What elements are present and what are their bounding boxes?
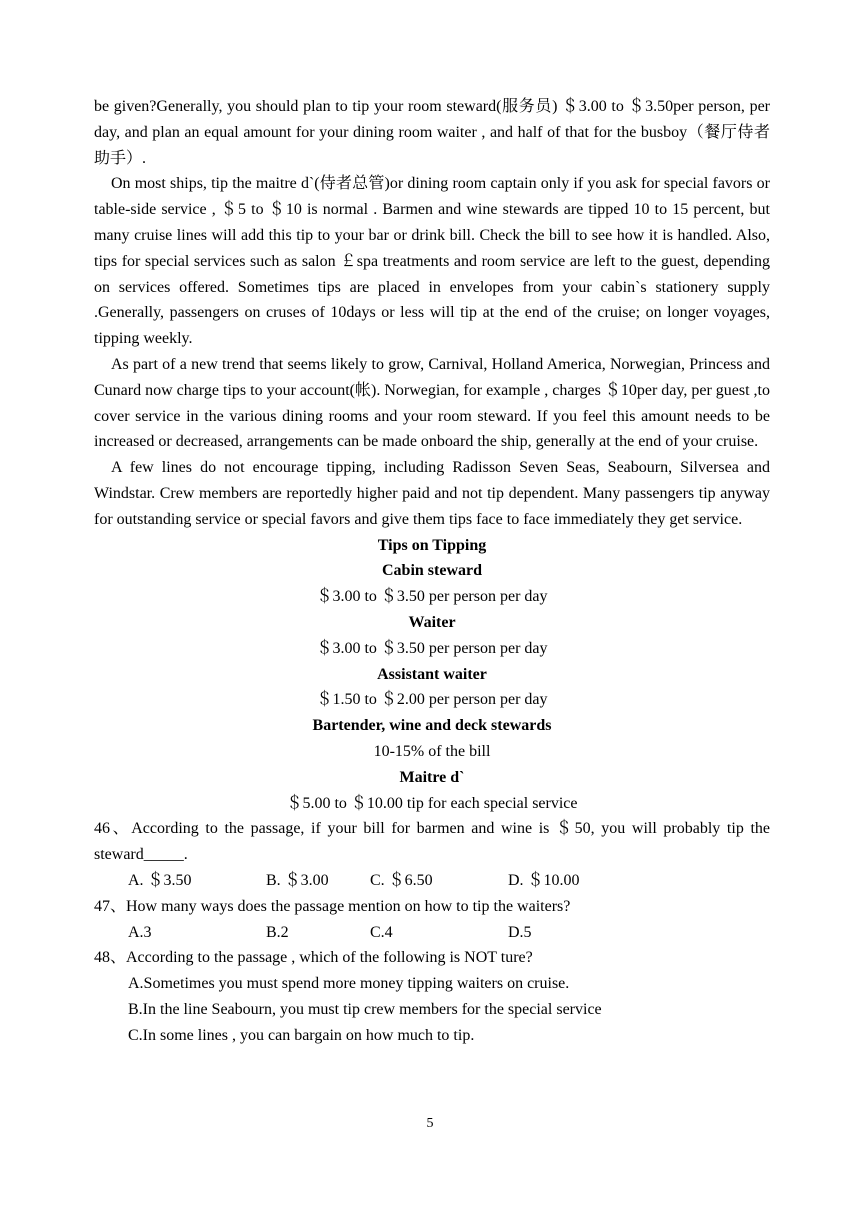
question-text: 46、According to the passage, if your bill for barmen and wine is ＄50, you will probably tip the steward_____.	[94, 820, 770, 864]
option-c: C. ＄6.50	[370, 871, 433, 889]
paragraph: As part of a new trend that seems likely to grow, Carnival, Holland America, Norwegian, Princess and Cunard now charge tips to your account(帐). Norwegian, for example , charges ＄10per day, per guest ,to cover service in the various dining rooms and your room steward. If you feel this amount needs to be increased or decreased, arrangements can be made onboard the ship, generally at the end of your cruise.	[94, 355, 770, 451]
document-page	[94, 94, 770, 1048]
tip-heading: Bartender, wine and deck stewards	[312, 717, 552, 735]
option-a: A.3	[128, 923, 152, 941]
question-text: 47、How many ways does the passage mention on how to tip the waiters?	[94, 897, 571, 915]
options-row	[94, 920, 770, 946]
option-b: B. ＄3.00	[266, 871, 329, 889]
page-number: 5	[426, 1116, 434, 1131]
paragraph: On most ships, tip the maitre d`(侍者总管)or dining room captain only if you ask for special favors or table-side service , ＄5 to ＄10 is normal . Barmen and wine stewards are tipped 10 to 15 percent, but many cruise lines will add this tip to your bar or drink bill. Check the bill to see how it is handled. Also, tips for special services such as salon ￡spa treatments and room service are left to the guest, depending on services offered. Sometimes tips are placed in envelopes from your cabin`s stationery supply .Generally, passengers on cruses of 10days or less will tip at the end of the cruise; on longer voyages, tipping weekly.	[94, 175, 770, 348]
question-47	[94, 894, 770, 946]
tip-heading: Assistant waiter	[377, 665, 487, 683]
tip-detail: ＄5.00 to ＄10.00 tip for each special service	[286, 794, 578, 812]
question-46	[94, 816, 770, 893]
tip-heading: Waiter	[408, 613, 456, 631]
tip-detail: ＄3.00 to ＄3.50 per person per day	[316, 588, 548, 606]
option-a: A.Sometimes you must spend more money tipping waiters on cruise.	[128, 975, 570, 993]
paragraph: be given?Generally, you should plan to tip your room steward(服务员) ＄3.00 to ＄3.50per person, per day, and plan an equal amount for your dining room waiter , and half of that for the busboy（餐厅侍者助手）.	[94, 98, 770, 167]
question-48	[94, 945, 770, 1048]
tip-detail: 10-15% of the bill	[373, 742, 491, 760]
question-text: 48、According to the passage , which of the following is NOT ture?	[94, 949, 533, 967]
paragraph: A few lines do not encourage tipping, including Radisson Seven Seas, Seabourn, Silversea and Windstar. Crew members are reportedly higher paid and not tip dependent. Many passengers tip anyway for outstanding service or special favors and give them tips face to face immediately they get service.	[94, 459, 770, 528]
option-d: D.5	[508, 923, 532, 941]
option-a: A. ＄3.50	[128, 871, 192, 889]
tip-heading: Cabin steward	[381, 562, 482, 580]
option-b: B.2	[266, 923, 289, 941]
options-row	[94, 868, 770, 894]
option-d: D. ＄10.00	[508, 871, 580, 889]
tips-box	[94, 533, 770, 817]
tip-heading: Maitre d`	[399, 768, 465, 786]
option-b: B.In the line Seabourn, you must tip crew members for the special service	[128, 1000, 602, 1018]
tip-detail: ＄3.00 to ＄3.50 per person per day	[316, 639, 548, 657]
option-c: C.In some lines , you can bargain on how much to tip.	[128, 1026, 475, 1044]
option-c: C.4	[370, 923, 393, 941]
tip-detail: ＄1.50 to ＄2.00 per person per day	[316, 691, 548, 709]
tips-title: Tips on Tipping	[377, 536, 487, 554]
